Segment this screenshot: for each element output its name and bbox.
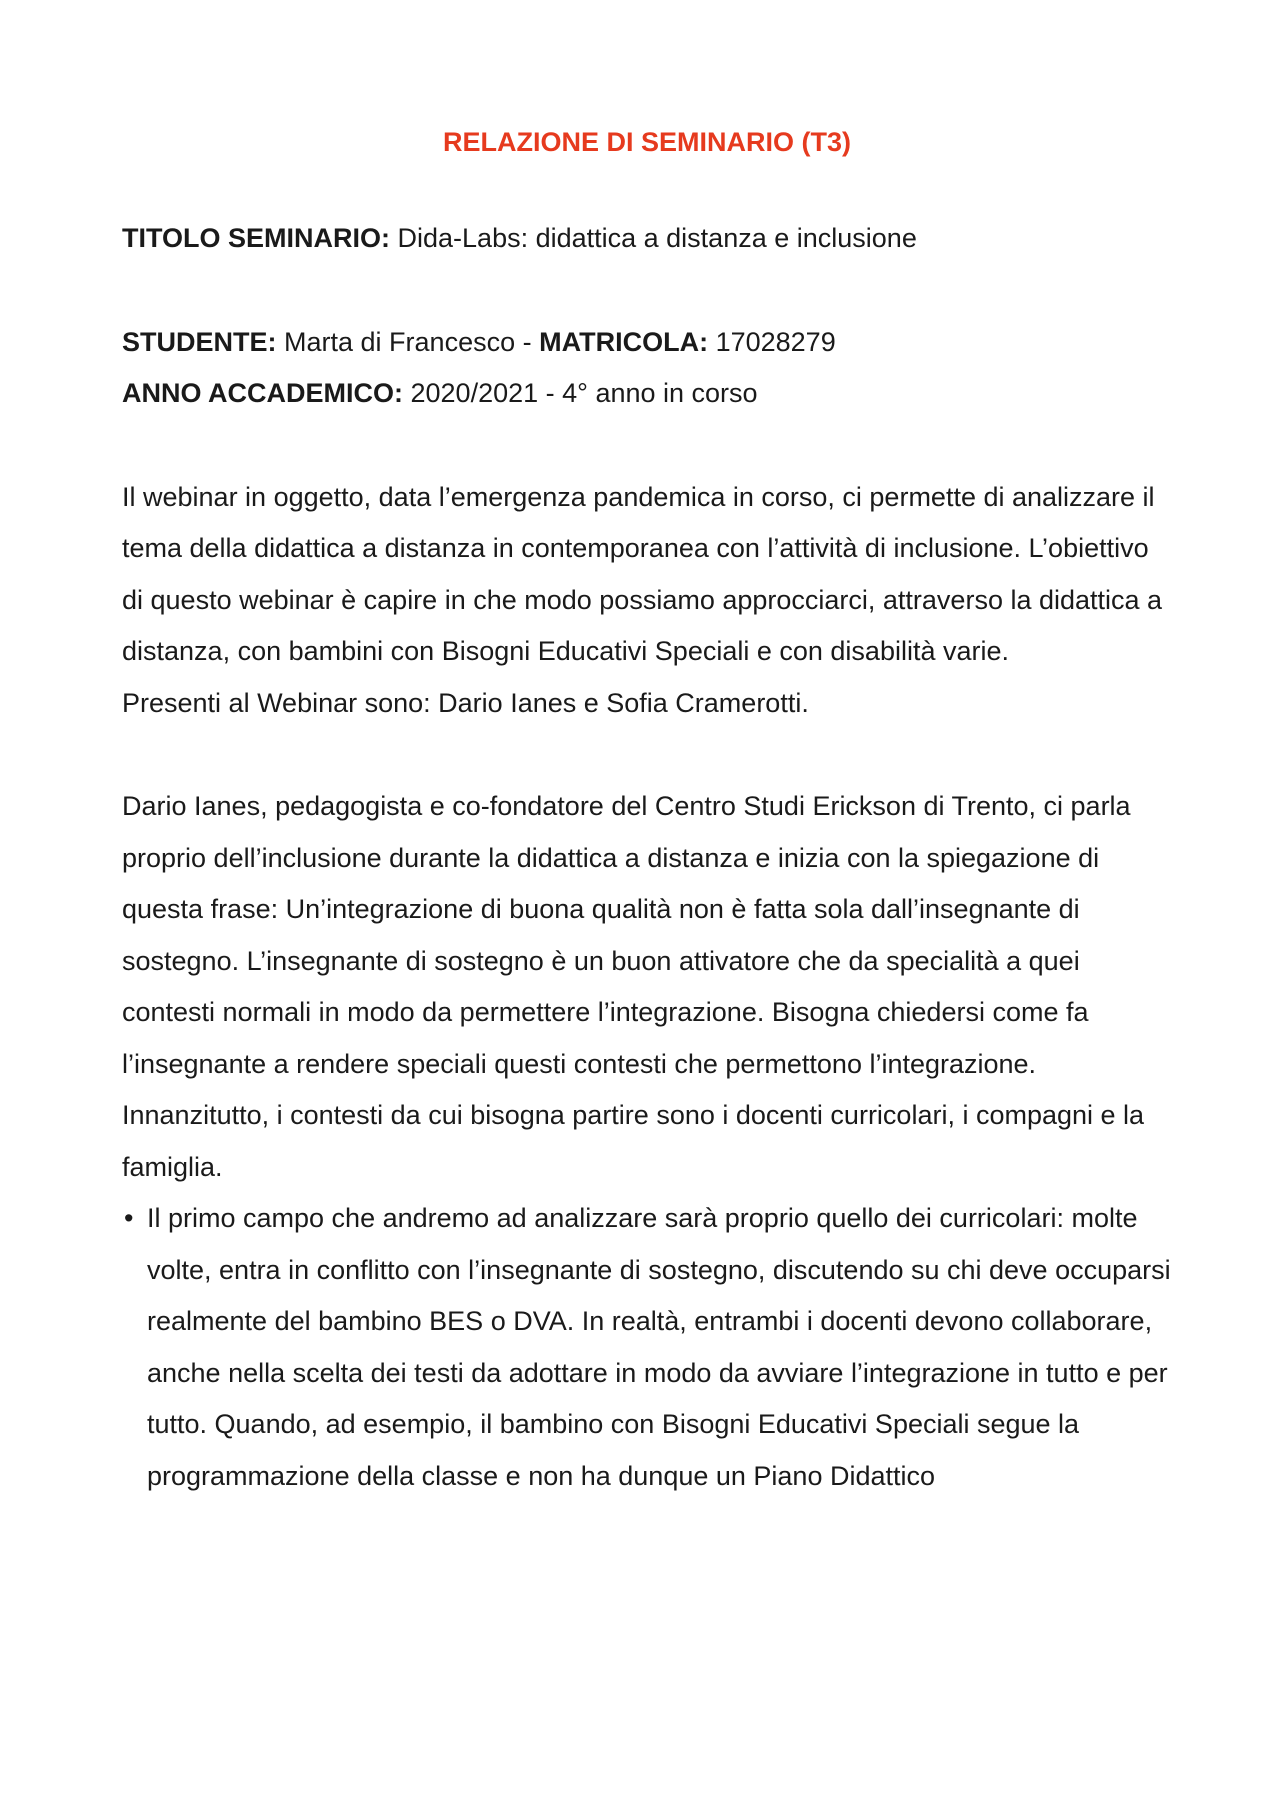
list-item-text: Il primo campo che andremo ad analizzare sarà proprio quello dei curricolari: molte volte, entra in conflitto con l’insegnante di sostegno, discutendo su chi deve occuparsi realmente del bambino BES o DVA. In realtà, entrambi i docenti devono collaborare, anche nella scelta dei testi da adottare in modo da avviare l’integrazione in tutto e per tutto. Quando, ad esempio, il bambino con Bisogni Educativi Speciali segue la programmazione della classe e non ha dunque un Piano Didattico (147, 1203, 1171, 1491)
paragraph-contexts: Innanzitutto, i contesti da cui bisogna partire sono i docenti curricolari, i compagni e la famiglia. (122, 1100, 1145, 1182)
academic-year-line (122, 368, 1172, 420)
spacer (122, 420, 1172, 472)
paragraph-intro: Il webinar in oggetto, data l’emergenza pandemica in corso, ci permette di analizzare il tema della didattica a distanza in contemporanea con l’attività di inclusione. L’obiettivo di questo webinar è capire in che modo possiamo approcciarci, attraverso la didattica a distanza, con bambini con Bisogni Educativi Speciali e con disabilità varie. (122, 481, 1163, 666)
paragraph-speakers: Presenti al Webinar sono: Dario Ianes e Sofia Cramerotti. (122, 687, 809, 718)
list-item (122, 1193, 1172, 1502)
bullet-icon: • (124, 1203, 134, 1233)
student-name: Marta di Francesco - (284, 326, 540, 357)
academic-year-label: ANNO ACCADEMICO: (122, 378, 403, 408)
bullet-list (122, 1193, 1172, 1502)
document-title: RELAZIONE DI SEMINARIO (T3) (442, 127, 851, 157)
student-line (122, 317, 1172, 369)
seminar-title-label: TITOLO SEMINARIO: (122, 223, 390, 253)
student-id-value: 17028279 (715, 326, 836, 357)
document-page (122, 122, 1172, 1502)
seminar-title-value: Dida-Labs: didattica a distanza e inclusione (397, 223, 917, 253)
paragraph-ianes: Dario Ianes, pedagogista e co-fondatore del Centro Studi Erickson di Trento, ci parla proprio dell’inclusione durante la didattica a distanza e inizia con la spiegazione di questa frase: Un’integrazione di buona qualità non è fatta sola dall’insegnante di sostegno. L’insegnante di sostegno è un buon attivatore che da specialità a quei contesti normali in modo da permettere l’integrazione. Bisogna chiedersi come fa l’insegnante a rendere speciali questi contesti che permettono l’integrazione. (122, 791, 1131, 1079)
academic-year-value: 2020/2021 - 4° anno in corso (410, 378, 758, 408)
student-id-label: MATRICOLA: (539, 326, 709, 357)
student-label: STUDENTE: (122, 326, 277, 357)
spacer (122, 265, 1172, 317)
spacer (122, 729, 1172, 781)
seminar-title-line (122, 213, 1172, 265)
